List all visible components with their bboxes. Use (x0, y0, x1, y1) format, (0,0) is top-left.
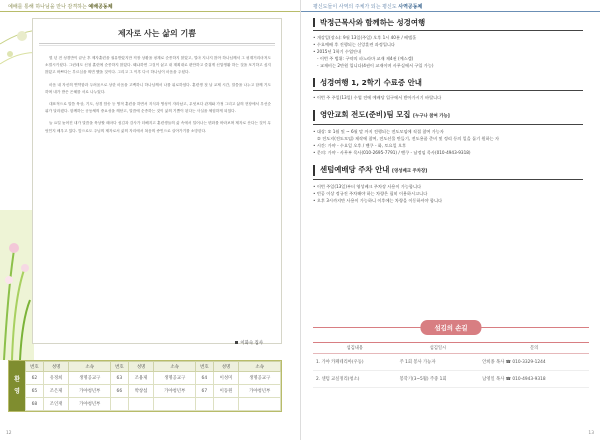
table-cell: 조인재 (43, 398, 69, 411)
section-title-note: [누구나 참여 가능] (413, 114, 450, 119)
list-subitem: - 교재비는 2만원 입니다(4권이 교재이며 사무실에서 구입 가능) (317, 63, 434, 68)
table-cell: 66 (110, 385, 128, 398)
section-title-text: 영안교회 전도(준비)팀 모집 (320, 110, 411, 119)
title-divider (39, 43, 275, 44)
welcome-label (9, 361, 25, 411)
article-author (235, 340, 263, 346)
section-divider (313, 124, 583, 125)
right-header-bold: 사역공동체 (398, 4, 423, 10)
welcome-label-char: 영 (14, 388, 20, 395)
list-item: • 이번 주일(13일)부터 영성베크 주차장 사용이 가능합니다 (313, 183, 583, 190)
table-cell: 조용제 (128, 372, 154, 385)
section-title-text: 센텀예배당 주차 안내 (320, 165, 390, 174)
right-page (300, 0, 600, 440)
list-item: • 수요예배 후 진행되는 신앙훈련 과정입니다 (313, 41, 583, 48)
article-paragraph: 늘 요일 늦어진 내가 말씀을 묵상할 때마다 섬김과 감사가 더해지고 훈련생들의 삶 속에서 일어나는 변화를 바라보며 제자로 산다는 것이 무엇인지 배우고 있다. 앞으로도 주님의 제자로서 삶의 자리에서 복음의 증인으로 살아가기를 소망한다. (45, 121, 271, 133)
table-cell (110, 398, 128, 411)
table-cell: 2. 센텀 교실정리(청소) (313, 371, 397, 388)
list-item: • 빈공 이상 정규진 주차해야 하는 차량은 필히 이용하시고니다 (313, 190, 583, 197)
section-title-text: 박정근목사와 함께하는 성경여행 (320, 18, 426, 27)
table-cell: 유정희 (43, 372, 69, 385)
section-title (313, 18, 583, 27)
table-cell: 가야청년부 (69, 398, 111, 411)
table-cell: 남영일 목사 ☎ 010-4943-9318 (479, 371, 589, 388)
table-cell: 생명공교구 (69, 372, 111, 385)
article-paragraph: 대표적으로 말씀 묵상, 기도, 성경 암송 등 영적 훈련을 하면서 지식과 영성이 자라났고, 무엇보다 관계와 가정 그리고 삶의 현장에서 우선순위가 달라졌다. 함께하는 공동체의 중요성을 깨닫고, 말씀에 순종하는 것이 삶의 기쁨이 된다는 사실을 체험하게 되었다. (45, 102, 271, 114)
table-cell: 67 (195, 385, 213, 398)
table-row (313, 371, 589, 388)
list-item: • 문의: 가야 - 사무부 목사(010-2695-7791) / 밴쿠 - 남정임 목사(010-4943-9318) (313, 149, 583, 156)
section-list (313, 34, 583, 69)
col-header: 섬김일시 (397, 343, 480, 354)
article-box (32, 18, 282, 344)
table-cell: 주 1회 봉사 가능자 (397, 354, 480, 371)
table-cell: 63 (110, 372, 128, 385)
col-header: 소속 (239, 362, 281, 372)
announcements (313, 18, 583, 213)
grass-decoration-icon (0, 210, 34, 360)
article-paragraph: 마음 내 자신의 연약함과 두려움으로 상한 마음을 고백하니 하나님께서 나를 위로하셨다. 훈련생 첫 날 교제 시간, 말씀을 나누고 함께 기도하며 내가 받은 은혜를 서로 나누었다. (45, 82, 271, 94)
table-cell: 62 (26, 372, 44, 385)
section-title (313, 78, 583, 87)
list-subitem: - 이번 주 범위: 구약의 파노라마 교재 제4권 (예스겔) (317, 56, 414, 61)
section-list (313, 183, 583, 204)
right-page-number: 13 (588, 431, 594, 436)
col-header: 문의 (479, 343, 589, 354)
table-cell (239, 398, 281, 411)
left-header-tag (8, 3, 113, 10)
list-item: • 시간: 가야 - 수요일 오후 / 밴쿠 - 화, 토요일 오후 (313, 142, 583, 149)
left-page-number: 12 (6, 431, 12, 436)
right-page-header (301, 0, 600, 12)
offer-header-row (313, 343, 589, 354)
welcome-header-row (26, 362, 281, 372)
article-paragraph: 몇 년 전 성경반이 끝난 후 제자훈련을 권유받았지만 직장 상황을 핑계로 순종하지 않았고, 얼마 지나지 않아 하나님께서 그 핑계거리마저도 소멸시키셨다. 그런데도 신청 훈련에 순종하지 않았다. 왜냐하면 그것이 싫고 내 계획대로 편안하고 즐겁게 신앙생활 하는 것을 포기하고 싶지 않았고 바쁘다는 부르심을 외면 했을 것이다. 그리고 그 이후 다시 하나님이 마음을 주셨다. (45, 56, 271, 75)
table-cell: 64 (195, 372, 213, 385)
right-header-text: 평신도들이 사역의 주체가 되는 평신도 (313, 4, 397, 10)
table-cell: 봉학기(3~5월) 주중 1회 (397, 371, 480, 388)
welcome-label-char: 환 (14, 376, 20, 383)
col-header: 성명 (128, 362, 154, 372)
col-header: 섬김내용 (313, 343, 397, 354)
table-cell (128, 398, 154, 411)
table-cell: 이성미 (213, 372, 239, 385)
table-cell: 생명공교구 (154, 372, 196, 385)
col-header: 번호 (26, 362, 44, 372)
col-header: 소속 (69, 362, 111, 372)
offer-title-bar (313, 320, 589, 334)
section-list (313, 94, 583, 101)
table-cell: 65 (26, 385, 44, 398)
table-cell: 가야청년부 (239, 385, 281, 398)
announcement-section (313, 110, 583, 156)
author-bullet-icon (235, 341, 238, 344)
article-body (45, 55, 271, 140)
title-divider-thin (39, 45, 275, 46)
offer-title: 섬김의 손길 (420, 320, 481, 335)
table-row (26, 398, 281, 411)
table-row (313, 354, 589, 371)
left-page-header (0, 0, 300, 12)
col-header: 성명 (43, 362, 69, 372)
right-header-tag (313, 3, 422, 10)
service-offer-section (313, 320, 589, 388)
table-cell (195, 398, 213, 411)
section-title-text: 성경여행 1, 2학기 수료증 안내 (320, 78, 422, 87)
table-cell: 가야청년부 (154, 385, 196, 398)
section-title (313, 110, 583, 121)
list-item: • 이번 주 주일(13일) 수업 전에 예배당 입구에서 받아가시기 바랍니다 (313, 94, 583, 101)
table-row (26, 385, 281, 398)
welcome-table (25, 361, 281, 411)
section-title-note: [영성베크 주차장] (391, 169, 428, 174)
list-subitem: ② 전도지(전도모임) 제작에 참여, 전도선물 만들기, 전도용품 준비 및 정리 등의 일을 돕기 원하는 자 (317, 136, 500, 141)
col-header: 번호 (110, 362, 128, 372)
author-name: 이화숙 집사 (240, 341, 263, 346)
section-divider (313, 179, 583, 180)
section-title (313, 165, 583, 176)
section-list (313, 128, 583, 156)
announcement-section (313, 78, 583, 101)
col-header: 번호 (195, 362, 213, 372)
list-item: • 오후 3시까지만 사용이 가능하니 이후에는 차량을 이동하셔야 합니다 (313, 197, 583, 204)
table-cell: 68 (26, 398, 44, 411)
col-header: 소속 (154, 362, 196, 372)
section-divider (313, 90, 583, 91)
offer-table (313, 342, 589, 388)
table-row (26, 372, 281, 385)
list-item: • 개강일(장소): 9월 13일(주일) 오후 1시 40분 / 베델홀 (313, 34, 583, 41)
left-header-bold: 예배공동체 (88, 4, 113, 10)
table-cell: 안희종 목사 ☎ 010-3329-1244 (479, 354, 589, 371)
col-header: 성명 (213, 362, 239, 372)
article-title: 제자로 사는 삶의 기쁨 (118, 28, 196, 38)
left-header-text: 예배를 통해 하나님을 만나 감격하는 (8, 4, 87, 10)
welcome-table-box (8, 360, 282, 412)
announcement-section (313, 18, 583, 69)
table-cell: 가야청년부 (69, 385, 111, 398)
section-divider (313, 30, 583, 31)
table-cell: 1. 가야 카페테리아(우동) (313, 354, 397, 371)
announcement-section (313, 165, 583, 204)
table-cell: 이동원 (213, 385, 239, 398)
table-cell: 생명공교구 (239, 372, 281, 385)
table-cell: 조은제 (43, 385, 69, 398)
list-item: • 2015년 1학기 수업안내 (313, 48, 583, 55)
table-cell (154, 398, 196, 411)
table-cell (213, 398, 239, 411)
table-cell: 박창섭 (128, 385, 154, 398)
list-item: • 대상: ① 1월 및 ~ 6월 말 까지 전행되는 전도모임에 직접 참여 가능자 (313, 128, 583, 135)
